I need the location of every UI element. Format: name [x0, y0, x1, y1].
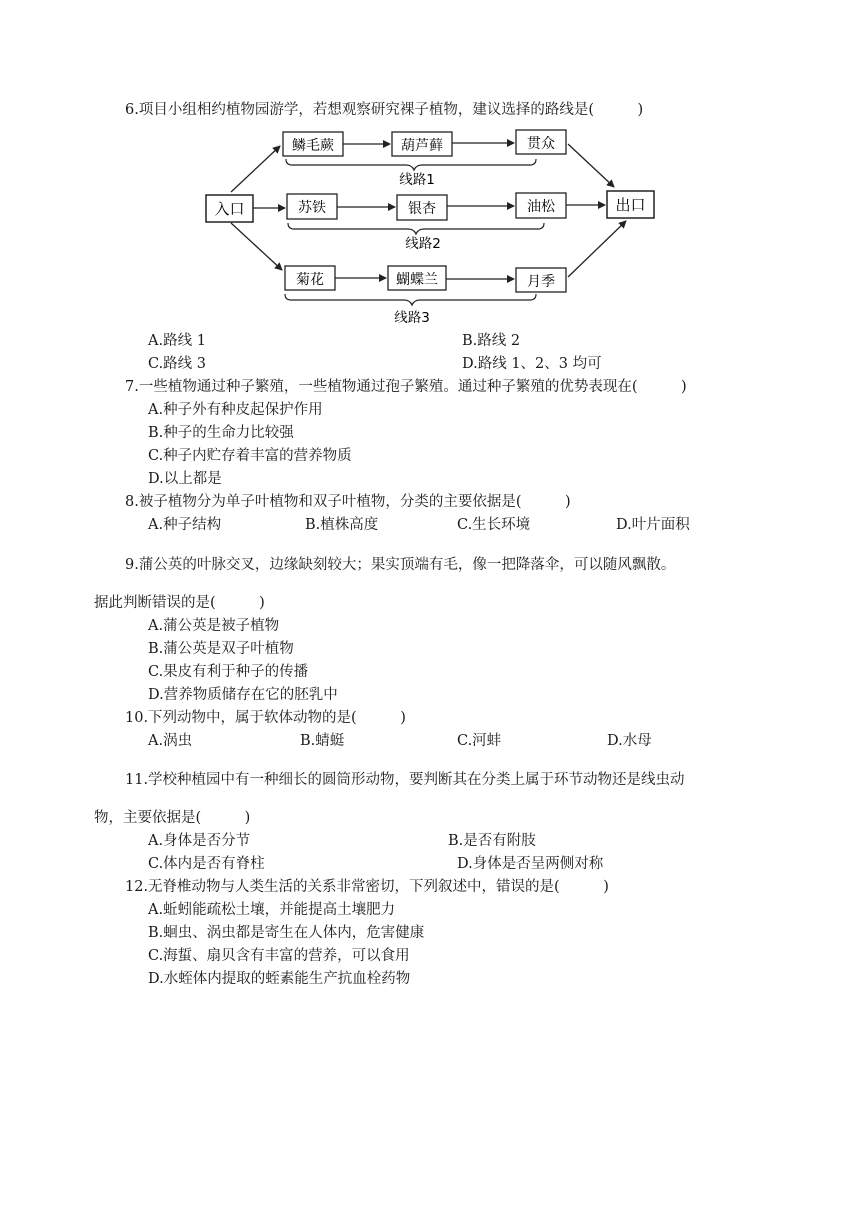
q8-option-d[interactable]: D.叶片面积 [616, 517, 690, 533]
q6-option-d[interactable]: D.路线 1、2、3 均可 [462, 356, 602, 372]
route1-label: 线路1 [399, 172, 435, 188]
route1 [283, 130, 566, 188]
q12-option-a[interactable]: A.蚯蚓能疏松土壤，并能提高土壤肥力 [148, 902, 396, 918]
q6-option-a[interactable]: A.路线 1 [148, 333, 206, 349]
q9-stem-line1: 9.蒲公英的叶脉交叉，边缘缺刻较大；果实顶端有毛，像一把降落伞，可以随风飘散。 [125, 557, 676, 573]
q12-option-c[interactable]: C.海蜇、扇贝含有丰富的营养，可以食用 [148, 948, 410, 964]
entrance-label: 入口 [214, 200, 245, 218]
q12-option-b[interactable]: B.蛔虫、涡虫都是寄生在人体内，危害健康 [148, 925, 425, 941]
q10-option-d[interactable]: D.水母 [607, 733, 652, 749]
route3-plant-2: 蝴蝶兰 [396, 272, 438, 288]
q9-option-d[interactable]: D.营养物质储存在它的胚乳中 [148, 687, 338, 703]
q7-option-c[interactable]: C.种子内贮存着丰富的营养物质 [148, 448, 352, 464]
route3 [285, 266, 566, 326]
exit-box [607, 191, 654, 218]
route2-plant-2: 银杏 [408, 201, 436, 217]
route2-plant-3: 油松 [527, 199, 555, 215]
q7-option-a[interactable]: A.种子外有种皮起保护作用 [148, 402, 323, 418]
q6-option-c[interactable]: C.路线 3 [148, 356, 207, 372]
q11-stem-line1: 11.学校种植园中有一种细长的圆筒形动物，要判断其在分类上属于环节动物还是线虫动 [125, 772, 685, 788]
q11-option-a[interactable]: A.身体是否分节 [148, 833, 251, 849]
q7-stem: 7.一些植物通过种子繁殖，一些植物通过孢子繁殖。通过种子繁殖的优势表现在( ) [125, 379, 687, 395]
q10-option-c[interactable]: C.河蚌 [457, 733, 502, 749]
q6-option-b[interactable]: B.路线 2 [462, 333, 521, 349]
route3-label: 线路3 [394, 310, 430, 326]
q9-option-c[interactable]: C.果皮有利于种子的传播 [148, 664, 309, 680]
q11-option-b[interactable]: B.是否有附肢 [448, 833, 536, 849]
q11-stem-line2: 物，主要依据是( ) [94, 810, 251, 826]
exit-label: 出口 [615, 196, 646, 214]
route2-label: 线路2 [405, 236, 441, 252]
q11-option-d[interactable]: D.身体是否呈两侧对称 [457, 856, 604, 872]
q7-option-b[interactable]: B.种子的生命力比较强 [148, 425, 294, 441]
q10-stem: 10.下列动物中，属于软体动物的是( ) [125, 710, 406, 726]
route1-plant-1: 鳞毛蕨 [292, 138, 334, 154]
q7-option-d[interactable]: D.以上都是 [148, 471, 222, 487]
q6-stem: 6.项目小组相约植物园游学，若想观察研究裸子植物，建议选择的路线是( ) [125, 102, 644, 118]
route-diagram [200, 122, 660, 330]
route1-plant-3: 贯众 [527, 136, 555, 152]
q10-option-a[interactable]: A.涡虫 [148, 733, 193, 749]
q8-stem: 8.被子植物分为单子叶植物和双子叶植物，分类的主要依据是( ) [125, 494, 571, 510]
q8-option-c[interactable]: C.生长环境 [457, 517, 531, 533]
q8-option-b[interactable]: B.植株高度 [305, 517, 379, 533]
q9-option-a[interactable]: A.蒲公英是被子植物 [148, 618, 280, 634]
route3-plant-1: 菊花 [296, 272, 324, 288]
q9-option-b[interactable]: B.蒲公英是双子叶植物 [148, 641, 294, 657]
q11-option-c[interactable]: C.体内是否有脊柱 [148, 856, 265, 872]
route2 [253, 193, 605, 252]
q12-option-d[interactable]: D.水蛭体内提取的蛭素能生产抗血栓药物 [148, 971, 411, 987]
q10-option-b[interactable]: B.蜻蜓 [300, 733, 345, 749]
route2-plant-1: 苏铁 [298, 200, 326, 216]
q12-stem: 12.无脊椎动物与人类生活的关系非常密切，下列叙述中，错误的是( ) [125, 879, 609, 895]
q8-option-a[interactable]: A.种子结构 [148, 517, 222, 533]
q9-stem-line2: 据此判断错误的是( ) [94, 595, 265, 611]
entrance-box [206, 195, 253, 222]
route3-plant-3: 月季 [527, 274, 555, 290]
route1-plant-2: 葫芦藓 [401, 138, 443, 154]
